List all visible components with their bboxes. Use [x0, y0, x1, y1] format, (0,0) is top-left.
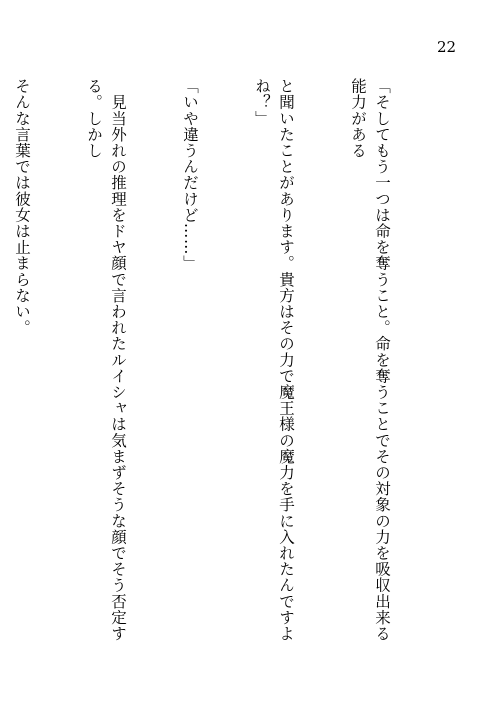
text-line: 見当外れの推理をドヤ顔で言われたルイシャは気まずそうな顔でそう否定する。しかし — [85, 78, 127, 642]
novel-text-body — [0, 78, 442, 648]
text-line: と聞いたことがあります。貴方はその力で魔王様の魔力を手に入れたんですよね？」 — [253, 78, 295, 642]
text-line: そんな言葉では彼女は止まらない。 — [13, 78, 31, 336]
text-line: 「そしてもう一つは命を奪うこと。命を奪うことでその対象の力を吸収出来る能力がある — [349, 78, 391, 642]
page-number: 22 — [437, 38, 457, 56]
text-line: 「いや違うんだけど……」 — [181, 78, 199, 272]
